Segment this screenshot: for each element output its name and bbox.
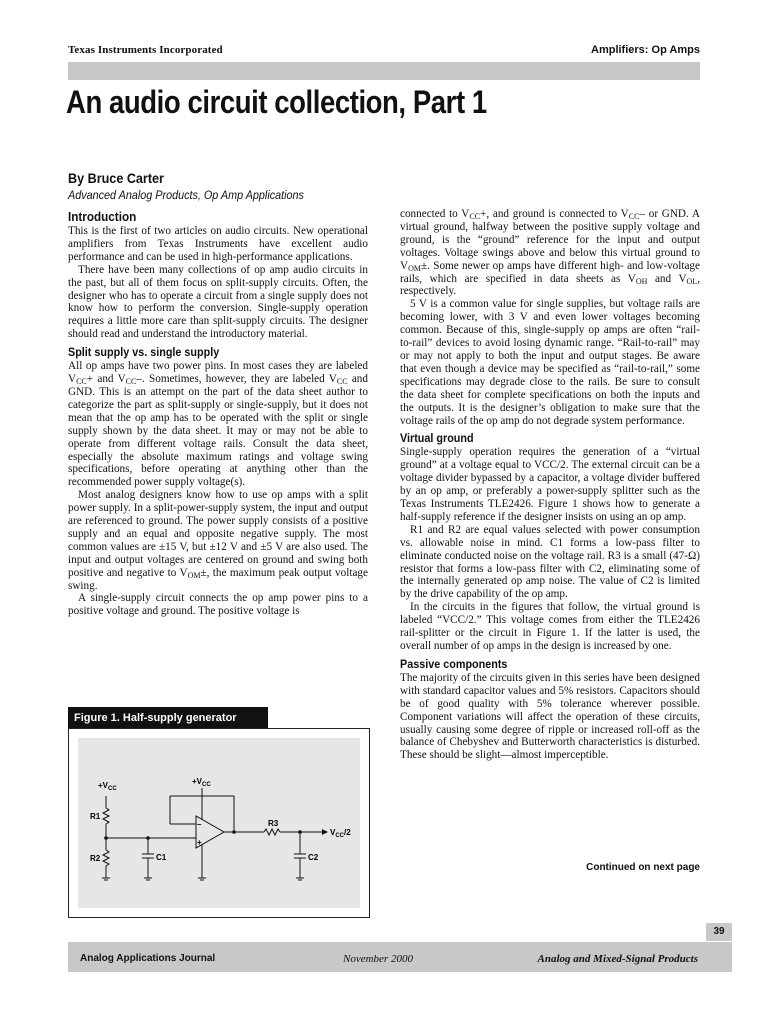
paragraph: A single-supply circuit connects the op amp power pins to a positive voltage and ground. The positive voltage is xyxy=(68,592,368,618)
paragraph: Most analog designers know how to use op amps with a split power supply. In a split-power-supply system, the input and output are referenced to ground. The power supply consists of a positive supply and an equal and opposite negative supply. The most common values are ±15 V, but ±12 V and ±5 V are also used. The input and output voltages are centered on ground and swing both positive and negative to $V_{OM}\pm$, the maximum peak output voltage swing. xyxy=(68,489,368,592)
r2-label: R2 xyxy=(90,854,101,863)
right-column xyxy=(400,208,700,762)
c1-label: C1 xyxy=(156,853,167,862)
author-affiliation: Advanced Analog Products, Op Amp Applications xyxy=(68,188,304,202)
half-supply-schematic xyxy=(78,738,360,908)
section-heading-virtual-ground: Virtual ground xyxy=(400,431,474,446)
paragraph: In the circuits in the figures that follow, the virtual ground is labeled “VCC/2.” This voltage comes from either the TLE2426 rail-splitter or the circuit in Figure 1. If the latter is used, the overall number of op amps in the design is increased by one. xyxy=(400,601,700,652)
header-bar xyxy=(68,62,700,80)
r1-label: R1 xyxy=(90,812,101,821)
paragraph: 5 V is a common value for single supplies, but voltage rails are becoming lower, with 3 V and even lower voltages becoming common. Because of this, single-supply op amps are often “rail-to-rail” devices to avoid losing dynamic range. “Rail-to-rail” may or may not apply to both the input and output stages. Be aware that even though a device may be specified as “rail-to-rail,” some specifications may degrade close to the rails. Be sure to consult the data sheet for complete specifications on both the inputs and the outputs. It is the designer’s obligation to make sure that the voltage rails of the op amp do not degrade system performance. xyxy=(400,298,700,427)
paragraph: This is the first of two articles on audio circuits. New operational amplifiers from Texas Instruments have excellent audio performance and can be used in high-performance applications. xyxy=(68,225,368,263)
section-heading-split-supply: Split supply vs. single supply xyxy=(68,345,220,360)
footer-journal: Analog Applications Journal xyxy=(80,953,216,964)
figure-caption: Figure 1. Half-supply generator xyxy=(68,707,268,729)
paragraph: Single-supply operation requires the generation of a “virtual ground” at a voltage equal to VCC/2. The external circuit can be a voltage divider bypassed by a capacitor, a voltage divider buffered by an op amp, or preferably a power-supply splitter such as the Texas Instruments TLE2426. Figure 1 shows how to generate a half-supply reference if the designer insists on using an op amp. xyxy=(400,446,700,523)
footer-date: November 2000 xyxy=(343,953,413,965)
paragraph: All op amps have two power pins. In most cases they are labeled $V_{CC}+$ and $V_{CC}-$. Sometimes, however, they are labeled $V_{CC}$ and GND. This is an attempt on the part of the data sheet author to categorize the part as split-supply or single-supply, but it does not mean that the op amp has to be operated with the split or single supply shown by the data sheet. It may or may not be able to operate from different voltage rails. Consult the data sheet, especially the absolute maximum ratings and voltage swing specifications, before operating at anything other than the recommended power supply voltage(s). xyxy=(68,360,368,489)
author-byline: By Bruce Carter xyxy=(68,170,164,186)
output-label: $V_{CC}/2$ xyxy=(330,828,351,839)
section-heading-introduction: Introduction xyxy=(68,209,137,224)
article-title: An audio circuit collection, Part 1 xyxy=(66,84,487,120)
running-header-company: Texas Instruments Incorporated xyxy=(68,44,223,56)
section-heading-passive-components: Passive components xyxy=(400,656,508,671)
paragraph: There have been many collections of op amp audio circuits in the past, but all of them focus on split-supply circuits. Often, the designer who has to operate a circuit from a single supply does not know how to perform the conversion. Single-supply operation requires a little more care than split-supply circuits. The designer should read and understand the introductory material. xyxy=(68,263,368,341)
left-column xyxy=(68,208,368,618)
page-number: 39 xyxy=(706,923,732,941)
vcc-label-left: $+V_{CC}$ xyxy=(98,781,117,792)
c2-label: C2 xyxy=(308,853,319,862)
vcc-label-top: $+V_{CC}$ xyxy=(192,777,211,788)
opamp-minus-label: – xyxy=(197,820,202,829)
paragraph: connected to $V_{CC}+$, and ground is connected to $V_{CC}-$ or GND. A virtual ground, halfway between the positive supply voltage and ground, is the “ground” reference for the input and output voltages. Voltage swings above and below this virtual ground to $V_{OM}\pm$. Some newer op amps have different high- and low-voltage rails, which are specified in data sheets as $V_{OH}$ and $V_{OL}$, respectively. xyxy=(400,208,700,298)
running-header-section: Amplifiers: Op Amps xyxy=(591,44,700,56)
footer-division: Analog and Mixed-Signal Products xyxy=(537,953,698,965)
continued-link[interactable]: Continued on next page xyxy=(586,862,700,873)
opamp-plus-label: + xyxy=(197,838,202,847)
paragraph: R1 and R2 are equal values selected with power consumption vs. allowable noise in mind. C1 forms a low-pass filter to eliminate conducted noise on the voltage rail. R3 is a small (47-Ω) resistor that forms a low-pass filter with C2, eliminating some of the internally generated op amp noise. The value of C2 is limited by the drive capability of the op amp. xyxy=(400,523,700,601)
r3-label: R3 xyxy=(268,819,279,828)
paragraph: The majority of the circuits given in this series have been designed with standard capacitor values and 5% resistors. Capacitors should be of good quality with 5% tolerance wherever possible. Component variations will affect the operation of these circuits, usually causing some degree of ripple or increased roll-off as the balance of Chebyshev and Butterworth characteristics is disturbed. These should be slight—almost imperceptible. xyxy=(400,671,700,762)
